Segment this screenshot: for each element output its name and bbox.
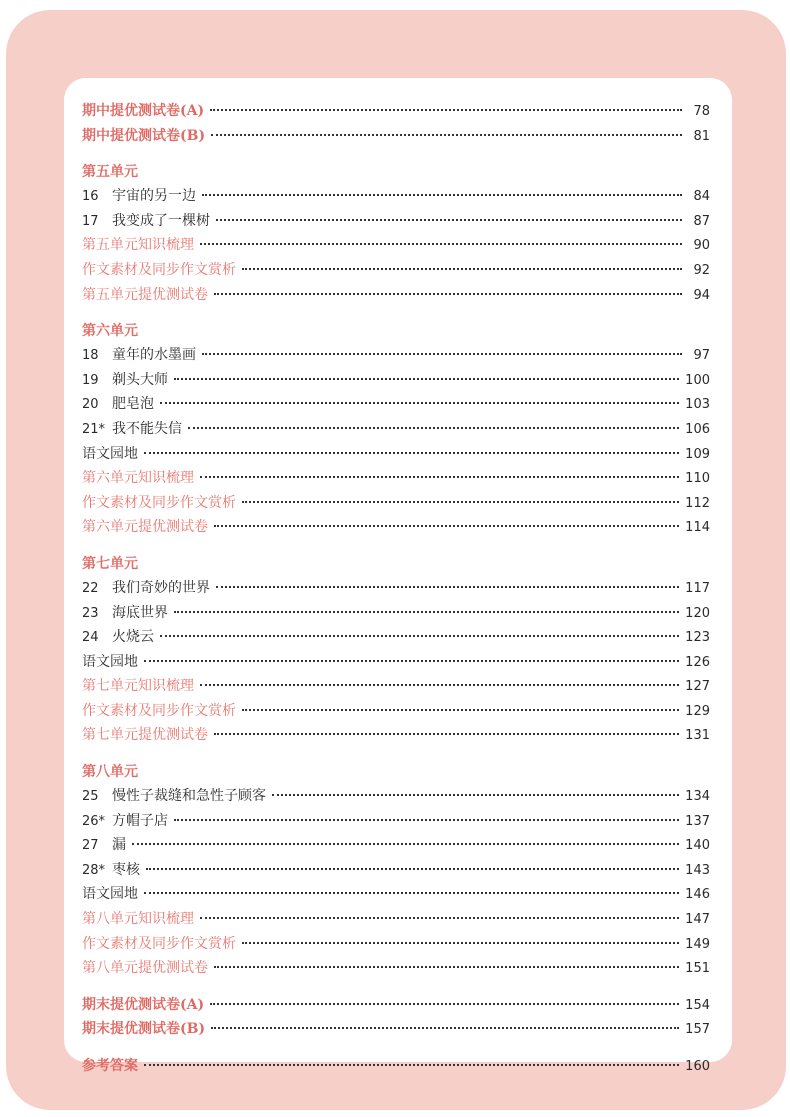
- page-number: 109: [685, 446, 710, 462]
- page-number: 120: [685, 605, 710, 621]
- dot-leader: [144, 452, 679, 454]
- lesson-number: 24: [82, 630, 99, 646]
- unit-heading: 第五单元: [82, 164, 138, 181]
- dot-leader: [216, 219, 682, 221]
- dot-leader: [200, 917, 679, 919]
- lesson-number: 20: [82, 397, 99, 413]
- entry-title: 火烧云: [112, 629, 154, 646]
- dot-leader: [211, 134, 682, 136]
- toc-entry-test: [82, 994, 710, 1019]
- lesson-number: 26*: [82, 813, 106, 829]
- entry-title: 作文素材及同步作文赏析: [82, 261, 236, 278]
- section-gap: [82, 1043, 710, 1055]
- entry-title: 语文园地: [82, 886, 138, 903]
- page-number: 117: [685, 580, 710, 596]
- entry-title: 我不能失信: [112, 420, 182, 437]
- page-number: 114: [685, 520, 710, 536]
- toc-entry: [82, 259, 710, 284]
- dot-leader: [272, 794, 679, 796]
- page-number: 92: [693, 262, 710, 278]
- unit-heading: 第八单元: [82, 764, 138, 781]
- toc-entry: [82, 834, 710, 859]
- lesson-number: 25: [82, 789, 99, 805]
- entry-title: 参考答案: [82, 1058, 138, 1074]
- dot-leader: [202, 353, 682, 355]
- toc-entry: [82, 492, 710, 517]
- page-number: 112: [685, 495, 710, 511]
- page-number: 131: [685, 728, 710, 744]
- toc-entry: [82, 393, 710, 418]
- entry-title: 宇宙的另一边: [112, 188, 196, 205]
- unit-heading: 第六单元: [82, 323, 138, 340]
- toc-entry: [82, 467, 710, 492]
- lesson-number: 17: [82, 213, 99, 229]
- toc-entry: [82, 626, 710, 651]
- page-number: 106: [685, 421, 710, 437]
- entry-title: 语文园地: [82, 653, 138, 670]
- page-frame: [6, 10, 786, 1110]
- toc-entry-test: [82, 1018, 710, 1043]
- toc-entry-test: [82, 100, 710, 125]
- entry-title: 语文园地: [82, 445, 138, 462]
- page-number: 87: [693, 213, 710, 229]
- page-number: 151: [685, 961, 710, 977]
- toc-entry: [82, 418, 710, 443]
- toc-entry: [82, 785, 710, 810]
- page-number: 123: [685, 630, 710, 646]
- page-number: 149: [685, 936, 710, 952]
- page-number: 84: [693, 189, 710, 205]
- page-number: 160: [685, 1059, 710, 1074]
- entry-title: 枣核: [112, 861, 140, 878]
- dot-leader: [214, 293, 682, 295]
- entry-title: 我们奇妙的世界: [112, 579, 210, 596]
- page-number: 97: [693, 348, 710, 364]
- entry-title: 慢性子裁缝和急性子顾客: [112, 788, 266, 805]
- lesson-number: 23: [82, 605, 99, 621]
- dot-leader: [214, 525, 679, 527]
- toc-entry: [82, 516, 710, 541]
- entry-title: 第五单元知识梳理: [82, 237, 194, 254]
- entry-title: 肥皂泡: [112, 396, 154, 413]
- page-number: 127: [685, 679, 710, 695]
- dot-leader: [174, 378, 679, 380]
- entry-title: 第五单元提优测试卷: [82, 286, 208, 303]
- toc-entry: [82, 957, 710, 982]
- dot-leader: [132, 843, 679, 845]
- entry-title: 童年的水墨画: [112, 347, 196, 364]
- entry-title: 期中提优测试卷(A): [82, 103, 205, 119]
- page-number: 147: [685, 912, 710, 928]
- toc-entry: [82, 344, 710, 369]
- page-number: 126: [685, 654, 710, 670]
- toc-entry: [82, 724, 710, 749]
- entry-title: 海底世界: [112, 604, 168, 621]
- page-number: 154: [685, 997, 710, 1013]
- dot-leader: [160, 402, 679, 404]
- page-number: 137: [685, 813, 710, 829]
- toc-entry: [82, 859, 710, 884]
- dot-leader: [144, 660, 679, 662]
- toc-entry: [82, 234, 710, 259]
- toc-entry-test: [82, 125, 710, 150]
- entry-title: 作文素材及同步作文赏析: [82, 935, 236, 952]
- unit-heading: 第七单元: [82, 555, 138, 572]
- table-of-contents: [64, 78, 732, 1080]
- toc-entry: [82, 210, 710, 235]
- section-gap: [82, 982, 710, 994]
- page-number: 100: [685, 372, 710, 388]
- entry-title: 期中提优测试卷(B): [82, 127, 206, 144]
- dot-leader: [214, 733, 679, 735]
- toc-entry: [82, 810, 710, 835]
- toc-entry: [82, 284, 710, 309]
- dot-leader: [242, 942, 679, 944]
- page-number: 157: [685, 1022, 710, 1038]
- entry-title: 第七单元知识梳理: [82, 678, 194, 695]
- toc-entry: [82, 908, 710, 933]
- entry-title: 漏: [112, 837, 126, 854]
- entry-title: 第八单元知识梳理: [82, 911, 194, 928]
- entry-title: 第七单元提优测试卷: [82, 727, 208, 744]
- lesson-number: 16: [82, 189, 99, 205]
- dot-leader: [146, 868, 679, 870]
- dot-leader: [160, 635, 679, 637]
- page-number: 143: [685, 862, 710, 878]
- lesson-number: 21*: [82, 421, 106, 437]
- page-number: 90: [693, 238, 710, 254]
- page-number: 129: [685, 703, 710, 719]
- page-number: 81: [693, 128, 710, 144]
- page-number: 110: [685, 471, 710, 487]
- page-number: 94: [693, 287, 710, 303]
- dot-leader: [202, 194, 682, 196]
- entry-title: 期末提优测试卷(B): [82, 1021, 206, 1038]
- dot-leader: [214, 966, 679, 968]
- toc-panel: [64, 78, 732, 1074]
- toc-entry: [82, 577, 710, 602]
- dot-leader: [210, 1003, 679, 1005]
- entry-title: 剃头大师: [112, 371, 168, 388]
- lesson-number: 18: [82, 348, 99, 364]
- dot-leader: [242, 501, 679, 503]
- page-number: 146: [685, 887, 710, 903]
- toc-entry: [82, 675, 710, 700]
- lesson-number: 19: [82, 372, 99, 388]
- page-number: 140: [685, 838, 710, 854]
- entry-title: 第八单元提优测试卷: [82, 960, 208, 977]
- toc-entry: [82, 700, 710, 725]
- entry-title: 作文素材及同步作文赏析: [82, 494, 236, 511]
- dot-leader: [200, 684, 679, 686]
- lesson-number: 22: [82, 580, 99, 596]
- toc-entry: [82, 883, 710, 908]
- page-number: 78: [693, 104, 710, 119]
- lesson-number: 28*: [82, 862, 106, 878]
- lesson-number: 27: [82, 838, 99, 854]
- dot-leader: [216, 586, 679, 588]
- entry-title: 方帽子店: [112, 812, 168, 829]
- page-number: 103: [685, 397, 710, 413]
- entry-title: 期末提优测试卷(A): [82, 996, 205, 1013]
- toc-entry: [82, 185, 710, 210]
- toc-entry: [82, 369, 710, 394]
- toc-entry: [82, 443, 710, 468]
- page-number: 134: [685, 789, 710, 805]
- toc-entry: [82, 651, 710, 676]
- toc-entry: [82, 602, 710, 627]
- entry-title: 我变成了一棵树: [112, 212, 210, 229]
- dot-leader: [200, 476, 679, 478]
- entry-title: 第六单元提优测试卷: [82, 519, 208, 536]
- dot-leader: [174, 819, 679, 821]
- toc-entry-answers: [82, 1055, 710, 1080]
- dot-leader: [144, 892, 679, 894]
- dot-leader: [174, 611, 679, 613]
- toc-entry: [82, 933, 710, 958]
- entry-title: 第六单元知识梳理: [82, 470, 194, 487]
- dot-leader: [242, 709, 679, 711]
- dot-leader: [200, 243, 682, 245]
- dot-leader: [242, 268, 682, 270]
- dot-leader: [210, 109, 682, 111]
- dot-leader: [211, 1027, 679, 1029]
- dot-leader: [144, 1064, 679, 1066]
- dot-leader: [188, 427, 679, 429]
- entry-title: 作文素材及同步作文赏析: [82, 702, 236, 719]
